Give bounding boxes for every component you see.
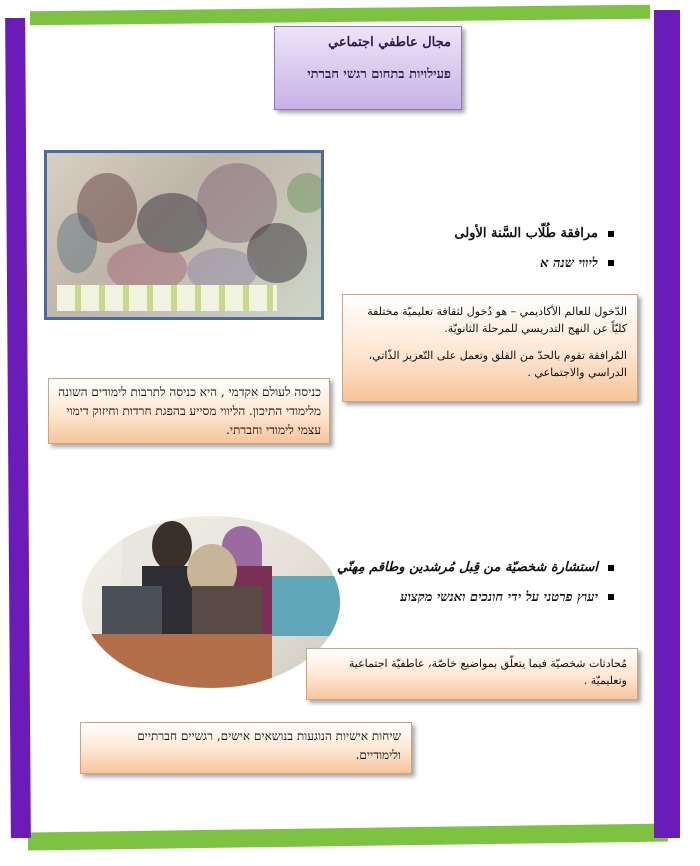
counselling-arabic-box — [306, 648, 638, 700]
students-crowd-photo — [44, 150, 324, 320]
right-purple-bar — [654, 10, 680, 838]
list-item — [314, 255, 614, 271]
paragraph: المُرافقة تقوم بالحدّ من القلق وتعمل على التّعزيز الذّاتي، الدراسي والاجتماعي . — [368, 349, 627, 379]
left-purple-bar — [5, 18, 31, 838]
page-title-box — [274, 26, 462, 110]
list-item — [314, 560, 614, 575]
top-green-bar — [30, 5, 650, 25]
list-item — [314, 226, 614, 241]
counselling-photo — [82, 516, 340, 688]
first-year-hebrew-box — [48, 378, 330, 444]
bullet-text: مرافقة طُلّاب السَّنة الأولى — [454, 226, 598, 241]
square-bullet-icon — [608, 231, 614, 237]
page-title-hebrew: פעילויות בתחום רגשי חברתי — [307, 67, 451, 82]
square-bullet-icon — [608, 594, 614, 600]
paragraph: שיחות אישיות הנוגעות בנושאים אישים, רגשיים חברתיים ולימודיים. — [137, 729, 401, 762]
list-item — [314, 589, 614, 605]
first-year-arabic-box — [342, 294, 638, 402]
bullet-text: استشارة شخصيّة من قِبل مُرشدين وطاقم مِهنّي — [336, 560, 598, 575]
page-title-arabic: مجال عاطفي اجتماعي — [328, 35, 451, 50]
bullet-text: ליווי שנה א — [540, 256, 598, 271]
paragraph: الدّخول للعالم الأكاديمي – هو دُخول لثقافة تعليميّة مختلفة كليّاً عن النهج التدريسي للمرحلة الثانويّة. — [367, 305, 627, 335]
paragraph: مُحادثات شخصيّة فيما يتعلّق بمواضيع خاصّة، عاطفيّة اجتماعية وتعليميّة . — [348, 657, 627, 687]
section2-bullets — [314, 560, 614, 619]
counselling-hebrew-box — [80, 722, 412, 774]
bullet-text: יעוץ פרטני על ידי חונכים ואנשי מקצוע — [400, 590, 598, 605]
bottom-green-bar — [28, 824, 668, 851]
square-bullet-icon — [608, 565, 614, 571]
paragraph: כניסה לעולם אקדמי , היא כניסה לתרבות לימודים השונה מלימודי התיכון. הליווי מסייע בהפגת חרדות וחיזוק דימוי עצמי לימודי וחברתי. — [58, 385, 321, 437]
square-bullet-icon — [608, 260, 614, 266]
section1-bullets — [314, 226, 614, 285]
